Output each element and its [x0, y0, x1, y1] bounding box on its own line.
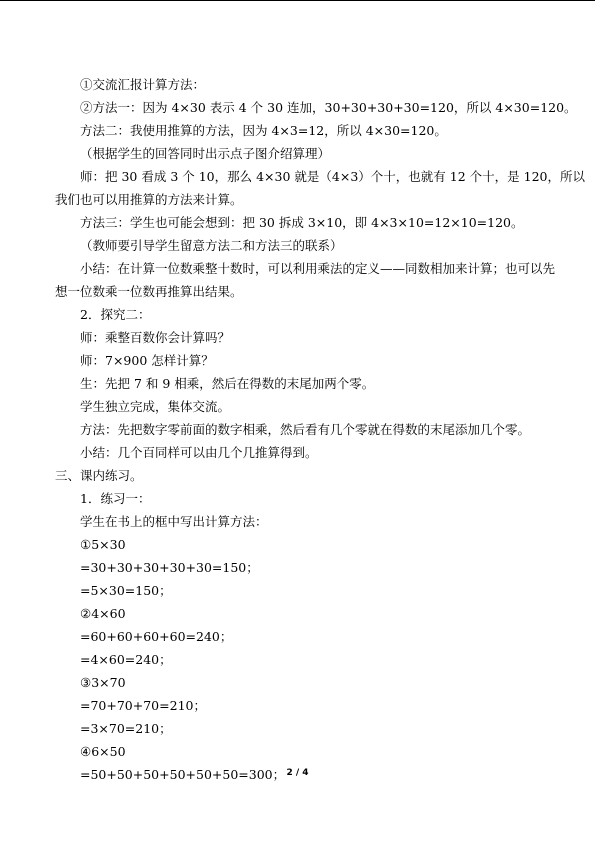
text-line: 小结：在计算一位数乘整十数时，可以利用乘法的定义——同数相加来计算；也可以先 — [80, 261, 556, 276]
text-line: 想一位数乘一位数再推算出结果。 — [55, 284, 243, 299]
text-line: =4×60=240； — [80, 652, 172, 667]
text-line: =30+30+30+30+30=150； — [80, 560, 259, 575]
section-heading: 1．练习一： — [80, 491, 151, 506]
text-line: =3×70=210； — [80, 721, 172, 736]
text-line: 师：7×900 怎样计算？ — [80, 353, 214, 368]
section-heading: 三、课内练习。 — [55, 468, 143, 483]
text-line: （根据学生的回答同时出示点子图介绍算理） — [80, 146, 331, 161]
text-line: 学生独立完成，集体交流。 — [80, 399, 231, 414]
section-heading: 2．探究二： — [80, 307, 151, 322]
text-line: 方法三：学生也可能会想到：把 30 拆成 3×10，即 4×3×10=12×10=120。 — [80, 215, 524, 230]
text-line: 师：把 30 看成 3 个 10，那么 4×30 就是（4×3）个十，也就有 12 个十，是 120，所以 — [80, 169, 585, 184]
text-line: ①5×30 — [80, 537, 126, 552]
text-line: =60+60+60+60=240； — [80, 629, 233, 644]
text-line: 师：乘整百数你会计算吗？ — [80, 330, 231, 345]
text-line: 我们也可以用推算的方法来计算。 — [55, 192, 243, 207]
text-line: ③3×70 — [80, 675, 126, 690]
text-line: ②4×60 — [80, 606, 126, 621]
text-line: =70+70+70=210； — [80, 698, 206, 713]
text-line: ④6×50 — [80, 744, 126, 759]
text-line: 生：先把 7 和 9 相乘，然后在得数的末尾加两个零。 — [80, 376, 375, 391]
page-number: 2 / 4 — [286, 768, 309, 778]
text-line: 小结：几个百同样可以由几个几推算得到。 — [80, 445, 318, 460]
text-line: （教师要引导学生留意方法二和方法三的联系） — [80, 238, 343, 253]
text-line: 方法：先把数字零前面的数字相乘，然后看有几个零就在得数的末尾添加几个零。 — [80, 422, 531, 437]
text-line: 学生在书上的框中写出计算方法： — [80, 514, 268, 529]
text-line: =50+50+50+50+50+50=300； — [80, 767, 286, 782]
text-line: 方法二：我使用推算的方法，因为 4×3=12，所以 4×30=120。 — [80, 123, 447, 138]
text-line: ②方法一：因为 4×30 表示 4 个 30 连加，30+30+30+30=120，所以 4×30=120。 — [80, 100, 577, 115]
text-line: =5×30=150； — [80, 583, 172, 598]
page-top-border — [0, 0, 595, 1]
text-line: ①交流汇报计算方法： — [80, 77, 206, 92]
